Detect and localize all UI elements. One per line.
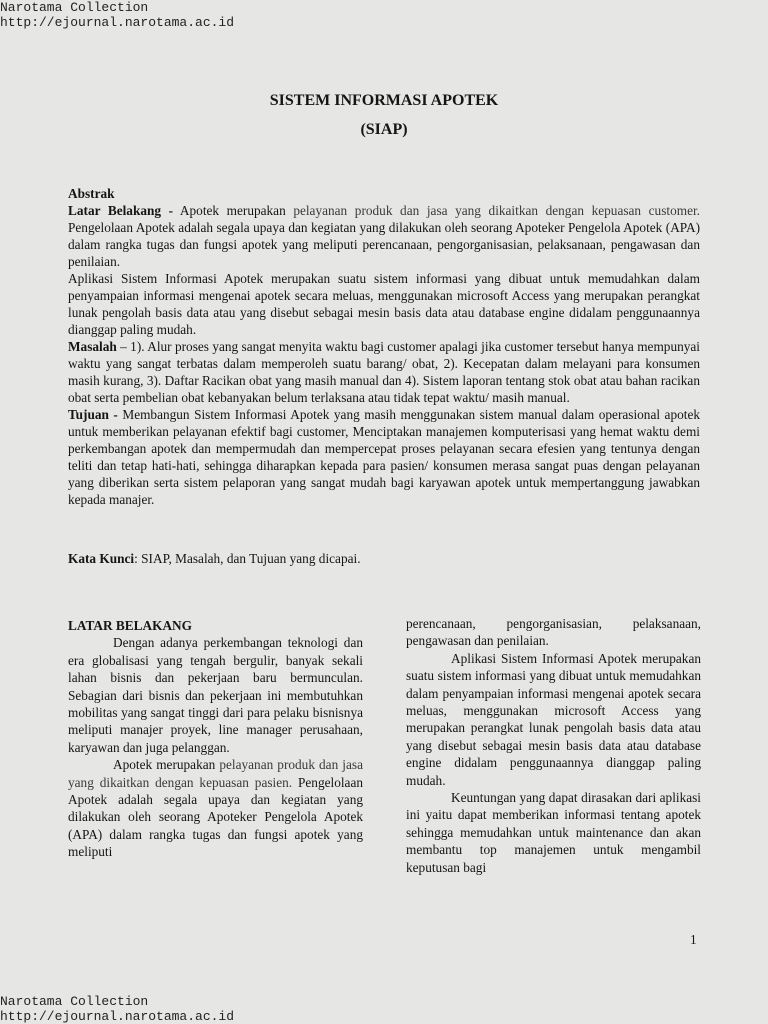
- right-paragraph-1: perencanaan, pengorganisasian, pelaksanaan, pengawasan dan penilaian.: [406, 616, 701, 649]
- right-paragraph-3: Keuntungan yang dapat dirasakan dari aplikasi ini yaitu dapat memberikan informasi tentang apotek sehingga memudahkan untuk maintenance dan akan membantu top manajemen untuk mengambil keputusan bagi: [406, 790, 701, 875]
- abstract-masalah-paragraph: [68, 338, 700, 406]
- abstract-tujuan-paragraph: [68, 406, 700, 508]
- left-para2-b: Pengelolaan Apotek adalah segala upaya dan kegiatan yang dilakukan oleh seorang Apoteker Pengelola Apotek (APA) dalam rangka tugas dan fungsi apotek yang meliputi: [68, 774, 363, 860]
- left-para2-a: Apotek merupakan: [113, 757, 220, 773]
- left-paragraph-2: [68, 756, 363, 860]
- left-column: [68, 617, 363, 861]
- right-paragraph-2: Aplikasi Sistem Informasi Apotek merupakan suatu sistem informasi yang dibuat untuk memudahkan dalam penyampaian informasi mengenai apotek secara meluas, menggunakan microsoft Access yang merupakan perangkat lunak pengolah basis data atau yang disebut sebagai mesin basis data atau database engine didalam penggunaannya dianggap paling mudah.: [406, 650, 701, 788]
- masalah-text: – 1). Alur proses yang sangat menyita waktu bagi customer apalagi jika customer tersebut hanya mempunyai waktu yang sangat terbatas dalam memperoleh suatu barang/ obat, 2). Kecepatan dalam melayani para konsumen masih kurang, 3). Daftar Racikan obat yang masih manual dan 4). Sistem laporan tentang stok obat atau bahan racikan obat serta pembelian obat kebanyakan belum terlaksana atau tidak tepat waktu/ masih manual.: [68, 339, 700, 405]
- watermark-bottom: [0, 994, 234, 1024]
- keywords-text: : SIAP, Masalah, dan Tujuan yang dicapai.: [134, 551, 361, 566]
- latar-text-gray: pelayanan produk dan jasa yang dikaitkan dengan kepuasan customer.: [293, 203, 700, 218]
- page-number: 1: [690, 932, 697, 947]
- latar-text-1: Apotek merupakan: [173, 203, 294, 218]
- left-para2-gray: pelayanan produk dan jasa yang dikaitkan dengan kepuasan pasien.: [68, 757, 363, 790]
- watermark-line2: http://ejournal.narotama.ac.id: [0, 15, 235, 30]
- section-heading-latar-belakang: LATAR BELAKANG: [68, 618, 192, 633]
- latar-label: Latar Belakang -: [68, 203, 174, 218]
- latar-text-2: Pengelolaan Apotek adalah segala upaya dan kegiatan yang dilakukan oleh seorang Apoteker Pengelola Apotek (APA) dalam rangka tugas dan fungsi apotek yang meliputi perencanaan, pengorganisasian, pelaksanaan, pengawasan dan penilaian.: [68, 220, 700, 269]
- tujuan-label: Tujuan -: [68, 407, 118, 422]
- keywords-line: [68, 550, 361, 567]
- abstract-heading: Abstrak: [68, 186, 115, 201]
- watermark-line2-bottom: http://ejournal.narotama.ac.id: [0, 1009, 235, 1024]
- abstract-section: [68, 185, 700, 508]
- abstract-aplikasi-paragraph: Aplikasi Sistem Informasi Apotek merupakan suatu sistem informasi yang dibuat untuk memudahkan dalam penyampaian informasi mengenai apotek secara meluas, menggunakan microsoft Access yang merupakan perangkat lunak pengolah basis data atau yang disebut sebagai mesin basis data atau database engine didalam penggunaannya dianggap paling mudah.: [68, 271, 700, 337]
- paper-subtitle: (SIAP): [360, 121, 408, 138]
- abstract-latar-paragraph: [68, 202, 700, 270]
- watermark-line1: Narotama Collection: [0, 0, 149, 15]
- keywords-label: Kata Kunci: [68, 551, 135, 566]
- paper-title: SISTEM INFORMASI APOTEK: [269, 92, 499, 109]
- tujuan-text: Membangun Sistem Informasi Apotek yang masih menggunakan sistem manual dalam operasional apotek untuk memberikan pelayanan efektif bagi customer, Menciptakan manajemen komputerisasi yang hemat waktu demi perkembangan apotek dan mempermudah dan mempercepat proses pelayanan secara efesien yang tentunya dengan teliti dan tetap hati-hati, sehingga diharapkan kepada para pasien/ konsumen merasa sangat puas dengan pelayanan yang diberikan serta sistem pelaporan yang sangat mudah bagi karyawan apotek untuk mempertanggung jawabkan kepada manajer.: [68, 407, 700, 507]
- watermark-line1-bottom: Narotama Collection: [0, 994, 149, 1009]
- left-paragraph-1: Dengan adanya perkembangan teknologi dan era globalisasi yang tengah bergulir, banyak sekali lahan bisnis dan pekerjaan baru bermunculan. Sebagian dari bisnis dan pekerjaan ini membutuhkan mobilitas yang sangat tinggi dari para pelaku bisnisnya meliputi manajer proyek, line manager perusahaan, karyawan dan juga pelanggan.: [68, 635, 363, 755]
- watermark-top: [0, 0, 234, 30]
- masalah-label: Masalah: [68, 339, 117, 354]
- right-column: [406, 615, 701, 876]
